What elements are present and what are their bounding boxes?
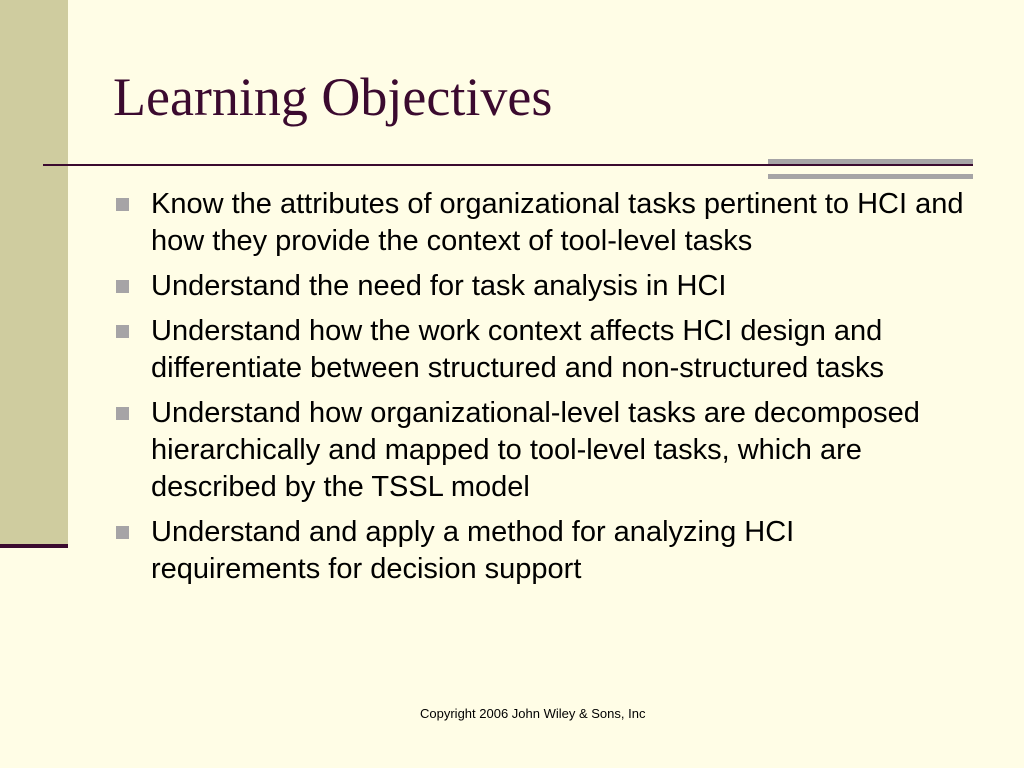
square-bullet-icon: [116, 526, 129, 539]
list-item-text: Know the attributes of organizational tasks pertinent to HCI and how they provide the context of tool-level tasks: [151, 188, 964, 257]
title-divider-line: [43, 164, 973, 166]
list-item: [114, 395, 964, 506]
divider-accent-bar-bottom: [768, 174, 973, 179]
copyright-footer: Copyright 2006 John Wiley & Sons, Inc: [420, 706, 646, 721]
list-item-text: Understand and apply a method for analyzing HCI requirements for decision support: [151, 516, 795, 585]
list-item: [114, 268, 964, 305]
square-bullet-icon: [116, 325, 129, 338]
list-item: [114, 514, 964, 588]
list-item-text: Understand how organizational-level tasks are decomposed hierarchically and mapped to tool-level tasks, which are described by the TSSL model: [151, 397, 920, 503]
square-bullet-icon: [116, 280, 129, 293]
list-item-text: Understand the need for task analysis in HCI: [151, 270, 727, 302]
divider-accent-bar-top: [768, 159, 973, 164]
left-band-underline: [0, 544, 68, 548]
objectives-list: [114, 186, 964, 596]
square-bullet-icon: [116, 407, 129, 420]
square-bullet-icon: [116, 198, 129, 211]
list-item: [114, 186, 964, 260]
list-item: [114, 313, 964, 387]
left-decorative-band: [0, 0, 68, 545]
slide-title: Learning Objectives: [113, 67, 553, 127]
list-item-text: Understand how the work context affects HCI design and differentiate between structured and non-structured tasks: [151, 315, 884, 384]
